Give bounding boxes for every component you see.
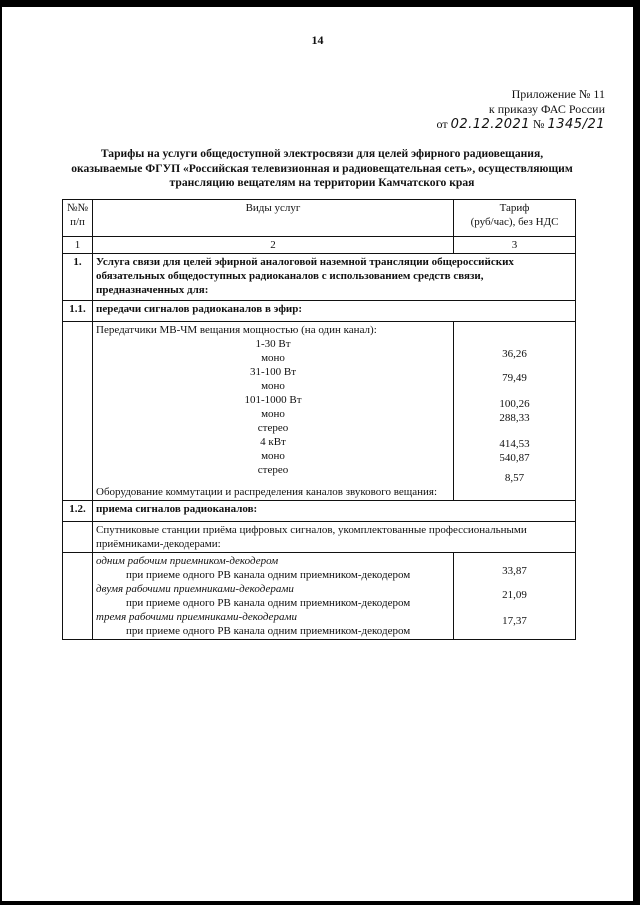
col-index-2: 2 xyxy=(93,237,454,254)
col-index-1: 1 xyxy=(63,237,93,254)
satellite-label: Спутниковые станции приёма цифровых сигналов, укомплектованные профессиональными приёмниками-декодерами: xyxy=(93,522,576,553)
group-3-title: тремя рабочими приемниками-декодерами xyxy=(96,611,297,623)
title-line-2: оказываемые ФГУП «Российская телевизионная и радиовещательная сеть», осуществляющим xyxy=(71,161,573,175)
section-1-2-row xyxy=(63,501,576,522)
document-title xyxy=(62,147,582,191)
page-number: 14 xyxy=(311,33,324,47)
equipment-label: Оборудование коммутации и распределения каналов звукового вещания: xyxy=(96,486,437,498)
header-service: Виды услуг xyxy=(93,200,454,237)
group-1-item: при приеме одного РВ канала одним приемником-декодером xyxy=(126,569,411,581)
section-1-row xyxy=(63,254,576,301)
group-2-value: 21,09 xyxy=(502,589,527,601)
section-1-2-num: 1.2. xyxy=(63,501,93,522)
appendix-date-line xyxy=(425,117,605,132)
document-page xyxy=(2,7,633,901)
group-1-title: одним рабочим приемником-декодером xyxy=(96,555,279,567)
transmitters-row xyxy=(63,322,576,501)
appendix-order: к приказу ФАС России xyxy=(488,102,605,116)
section-1-1-num: 1.1. xyxy=(63,301,93,322)
group-3-value: 17,37 xyxy=(502,615,527,627)
header-tariff: Тариф (руб/час), без НДС xyxy=(454,200,576,237)
section-1-1-row xyxy=(63,301,576,322)
decoders-values xyxy=(454,553,576,640)
header-num: №№ п/п xyxy=(63,200,93,237)
handwritten-order-number: 1345/21 xyxy=(547,117,605,132)
title-line-1: Тарифы на услуги общедоступной электросвязи для целей эфирного радиовещания, xyxy=(100,147,544,160)
equipment-value: 8,57 xyxy=(504,472,525,484)
section-1-1-text: передачи сигналов радиоканалов в эфир: xyxy=(93,301,576,322)
decoders-cell xyxy=(93,553,454,640)
decoders-row xyxy=(63,553,576,640)
appendix-number: Приложение № 11 xyxy=(511,87,605,101)
handwritten-date: 02.12.2021 xyxy=(450,117,531,132)
satellite-row xyxy=(63,522,576,553)
title-line-3: трансляцию вещателям на территории Камчатского края xyxy=(169,176,475,189)
group-3-item: при приеме одного РВ канала одним приемником-декодером xyxy=(126,625,411,637)
section-1-2-text: приема сигналов радиоканалов: xyxy=(93,501,576,522)
table-header-row xyxy=(63,200,576,237)
number-label: № xyxy=(533,117,545,131)
group-2-item: при приеме одного РВ канала одним приемником-декодером xyxy=(126,597,411,609)
transmitters-label: Передатчики МВ-ЧМ вещания мощностью (на один канал): xyxy=(96,324,377,336)
date-prefix: от xyxy=(436,117,448,131)
column-index-row xyxy=(63,237,576,254)
section-1-num: 1. xyxy=(63,254,93,301)
appendix-header xyxy=(425,87,605,132)
transmitters-values: 36,26 79,49 100,26 288,33 414,53 540,87 8,57 xyxy=(454,322,576,501)
transmitters-cell: Передатчики МВ-ЧМ вещания мощностью (на один канал): 1-30 Вт моно 31-100 Вт моно 101-1000 Вт моно стерео 4 кВт моно стерео Оборудование коммутации и распределения каналов звукового вещания: xyxy=(93,322,454,501)
group-1-value: 33,87 xyxy=(502,565,527,577)
group-2-title: двумя рабочими приемниками-декодерами xyxy=(96,583,294,595)
col-index-3: 3 xyxy=(454,237,576,254)
section-1-text: Услуга связи для целей эфирной аналоговой наземной трансляции общероссийских обязательных общедоступных радиоканалов с использованием средств связи, предназначенных для: xyxy=(93,254,576,301)
tariffs-table xyxy=(62,199,576,640)
